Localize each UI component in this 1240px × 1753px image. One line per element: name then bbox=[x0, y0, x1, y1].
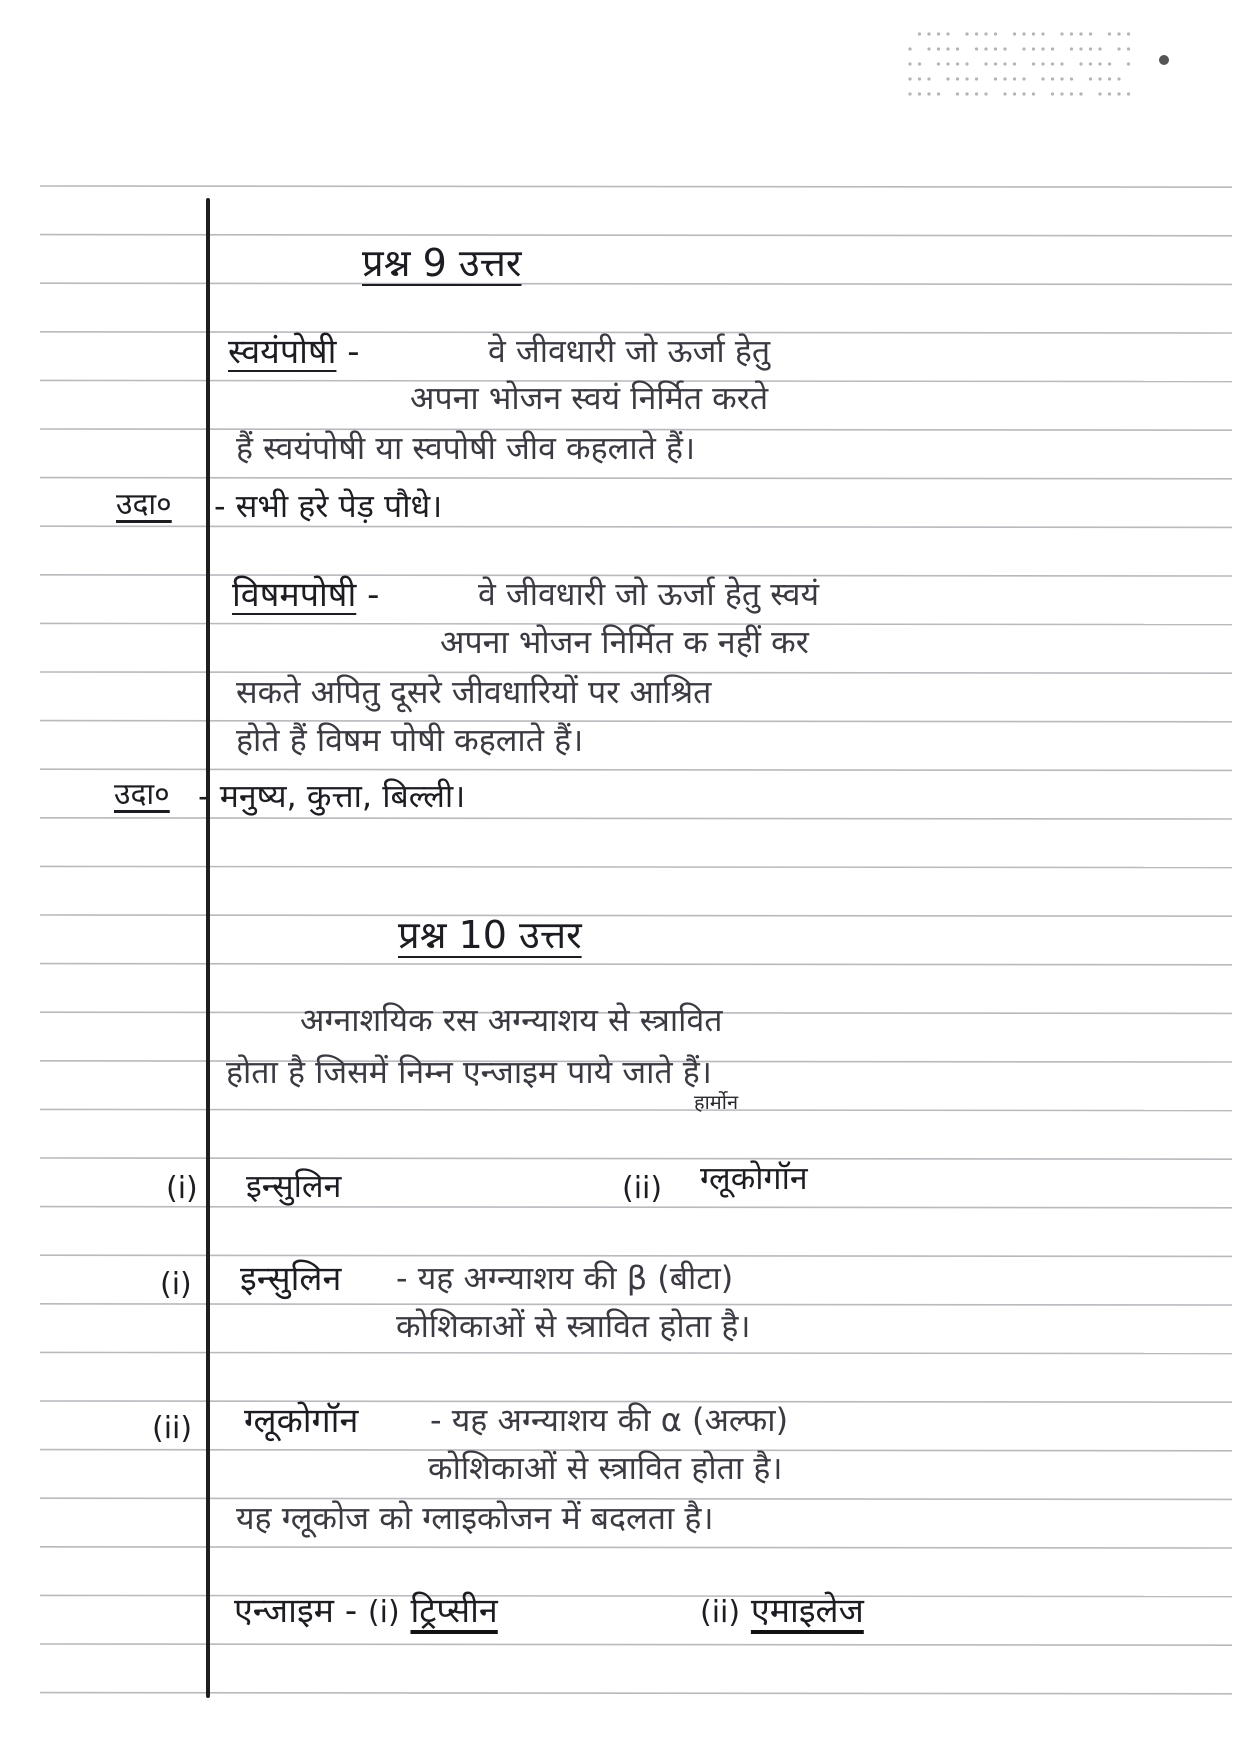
ruled-line bbox=[40, 478, 1232, 479]
list-item-2-number: (ii) bbox=[622, 1171, 663, 1206]
autotroph-example-label: उदा० bbox=[116, 487, 172, 522]
heterotroph-example: - मनुष्य, कुत्ता, बिल्ली। bbox=[198, 777, 466, 815]
ruled-line bbox=[40, 915, 1232, 916]
speckle-dot bbox=[1108, 92, 1111, 95]
speckle-dot bbox=[956, 62, 959, 65]
speckle-dot bbox=[1041, 62, 1044, 65]
speckle-dot bbox=[908, 92, 911, 95]
speckle-dot bbox=[1051, 47, 1054, 50]
speckle-dot bbox=[1032, 92, 1035, 95]
speckle-dot bbox=[908, 62, 911, 65]
speckle-dot bbox=[975, 77, 978, 80]
speckle-dot bbox=[1003, 77, 1006, 80]
speckle-dot bbox=[1041, 77, 1044, 80]
ruled-line bbox=[40, 283, 1232, 284]
speckle-dot bbox=[927, 32, 930, 35]
enzymes-row-2 bbox=[700, 1591, 864, 1631]
speckle-dot bbox=[937, 92, 940, 95]
speckle-dot bbox=[975, 92, 978, 95]
autotroph-line-3: हैं स्वयंपोषी या स्वपोषी जीव कहलाते हैं। bbox=[236, 429, 696, 467]
speckle-dot bbox=[994, 77, 997, 80]
q10-intro-note: हार्मोन bbox=[694, 1090, 739, 1114]
heterotroph-term-row bbox=[232, 575, 380, 615]
ruled-line bbox=[40, 1207, 1232, 1208]
speckle-dot bbox=[1041, 47, 1044, 50]
heterotroph-line-1: वे जीवधारी जो ऊर्जा हेतु स्वयं bbox=[478, 575, 820, 613]
insulin-term: इन्सुलिन bbox=[240, 1259, 342, 1299]
list-item-2-text: ग्लूकोगॉन bbox=[700, 1159, 808, 1197]
speckle-dot bbox=[1032, 47, 1035, 50]
speckle-dot bbox=[1003, 62, 1006, 65]
speckle-dot bbox=[1013, 92, 1016, 95]
enzyme-2: एमाइलेज bbox=[750, 1591, 864, 1631]
speckle-dot bbox=[937, 32, 940, 35]
enzyme-2-number: (ii) bbox=[700, 1595, 741, 1630]
speckle-dot bbox=[1032, 32, 1035, 35]
speckle-dot bbox=[1013, 62, 1016, 65]
ruled-line bbox=[40, 1255, 1232, 1256]
speckle-dot bbox=[1098, 92, 1101, 95]
speckle-dot bbox=[994, 32, 997, 35]
enzyme-1: ट्रिप्सीन bbox=[410, 1591, 498, 1631]
insulin-number: (i) bbox=[160, 1267, 192, 1302]
speckle-dot bbox=[1079, 92, 1082, 95]
ruled-line bbox=[40, 1693, 1232, 1694]
speckle-dot bbox=[984, 32, 987, 35]
enzymes-dash: - bbox=[344, 1591, 358, 1631]
speckle-dot bbox=[1022, 47, 1025, 50]
margin-line bbox=[206, 198, 210, 1698]
speckle-dot bbox=[965, 92, 968, 95]
glucagon-line-2: कोशिकाओं से स्त्रावित होता है। bbox=[428, 1449, 783, 1487]
speckle-dot bbox=[984, 92, 987, 95]
speckle-dot bbox=[984, 47, 987, 50]
page-number-dots bbox=[900, 24, 1180, 110]
heterotroph-line-4: होते हैं विषम पोषी कहलाते हैं। bbox=[236, 721, 584, 759]
ruled-line bbox=[40, 721, 1232, 722]
ruled-line bbox=[40, 964, 1232, 965]
speckle-dot bbox=[918, 92, 921, 95]
speckle-dot bbox=[975, 47, 978, 50]
autotroph-line-1: वे जीवधारी जो ऊर्जा हेतु bbox=[488, 332, 771, 370]
speckle-dot bbox=[1079, 32, 1082, 35]
speckle-dot bbox=[918, 77, 921, 80]
autotroph-dash: - bbox=[347, 332, 360, 372]
speckle-dot bbox=[1117, 32, 1120, 35]
speckle-dot bbox=[994, 62, 997, 65]
ruled-line bbox=[40, 769, 1232, 770]
speckle-dot bbox=[1089, 32, 1092, 35]
speckle-dot bbox=[1117, 77, 1120, 80]
speckle-dot bbox=[1003, 47, 1006, 50]
speckle-dot bbox=[1079, 47, 1082, 50]
autotroph-line-2: अपना भोजन स्वयं निर्मित करते bbox=[410, 379, 769, 417]
speckle-dot bbox=[908, 77, 911, 80]
enzymes-row bbox=[234, 1591, 498, 1631]
speckle-dot bbox=[1127, 62, 1130, 65]
ruled-line bbox=[40, 1547, 1232, 1548]
speckle-dot bbox=[908, 47, 911, 50]
heterotroph-line-2: अपना भोजन निर्मित क नहीं कर bbox=[440, 623, 809, 661]
speckle-dot bbox=[1060, 92, 1063, 95]
speckle-dot bbox=[1022, 32, 1025, 35]
insulin-line-1: - यह अग्न्याशय की β (बीटा) bbox=[396, 1259, 734, 1297]
speckle-dot bbox=[1060, 77, 1063, 80]
heterotroph-line-3: सकते अपितु दूसरे जीवधारियों पर आश्रित bbox=[236, 673, 712, 711]
speckle-dot bbox=[1098, 62, 1101, 65]
speckle-dot bbox=[1127, 47, 1130, 50]
speckle-dot bbox=[1108, 62, 1111, 65]
speckle-dot bbox=[1041, 32, 1044, 35]
speckle-dot bbox=[1127, 92, 1130, 95]
speckle-dot bbox=[965, 32, 968, 35]
heterotroph-example-label: उदा० bbox=[114, 777, 170, 812]
speckle-dot bbox=[1022, 77, 1025, 80]
ruled-line bbox=[40, 235, 1232, 236]
ruled-line bbox=[40, 1158, 1232, 1159]
speckle-dot bbox=[1098, 77, 1101, 80]
speckle-dot bbox=[946, 77, 949, 80]
speckle-dot bbox=[1117, 47, 1120, 50]
speckle-dot bbox=[956, 77, 959, 80]
speckle-dot bbox=[1108, 32, 1111, 35]
speckle-dot bbox=[1003, 92, 1006, 95]
autotroph-term-row bbox=[228, 332, 360, 372]
q10-heading: प्रश्न 10 उत्तर bbox=[398, 913, 582, 957]
enzyme-1-number: (i) bbox=[367, 1595, 400, 1630]
autotroph-term: स्वयंपोषी bbox=[228, 332, 337, 372]
speckle-dot bbox=[1060, 32, 1063, 35]
speckle-dot bbox=[1051, 62, 1054, 65]
speckle-dot bbox=[1070, 47, 1073, 50]
speckle-dot bbox=[1022, 92, 1025, 95]
speckle-dot bbox=[937, 62, 940, 65]
ruled-line bbox=[40, 526, 1232, 527]
speckle-dot bbox=[918, 62, 921, 65]
speckle-dot bbox=[1089, 47, 1092, 50]
speckle-dot bbox=[1070, 77, 1073, 80]
speckle-dot bbox=[1051, 92, 1054, 95]
speckle-dot bbox=[1070, 32, 1073, 35]
insulin-line-2: कोशिकाओं से स्त्रावित होता है। bbox=[396, 1307, 751, 1345]
speckle-dot bbox=[1070, 92, 1073, 95]
speckle-dot bbox=[927, 77, 930, 80]
ruled-line bbox=[40, 1109, 1232, 1110]
ruled-line bbox=[40, 1304, 1232, 1305]
glucagon-line-1: - यह अग्न्याशय की α (अल्फा) bbox=[430, 1401, 789, 1439]
heterotroph-dash: - bbox=[367, 575, 380, 615]
speckle-dot bbox=[1051, 77, 1054, 80]
ruled-line bbox=[40, 186, 1232, 187]
speckle-dot bbox=[1079, 62, 1082, 65]
ruled-line bbox=[40, 1352, 1232, 1353]
speckle-dot bbox=[927, 47, 930, 50]
list-item-1-number: (i) bbox=[166, 1171, 198, 1206]
speckle-dot bbox=[918, 32, 921, 35]
q9-heading: प्रश्न 9 उत्तर bbox=[362, 241, 522, 285]
speckle-dot bbox=[956, 47, 959, 50]
speckle-dot bbox=[1098, 47, 1101, 50]
list-item-1-text: इन्सुलिन bbox=[246, 1167, 342, 1205]
speckle-dot bbox=[946, 47, 949, 50]
speckle-dot bbox=[1089, 62, 1092, 65]
speckle-dot bbox=[994, 47, 997, 50]
speckle-dot bbox=[1127, 32, 1130, 35]
speckle-dot bbox=[1108, 77, 1111, 80]
q10-intro-line-2: होता है जिसमें निम्न एन्जाइम पाये जाते हैं। bbox=[226, 1053, 712, 1091]
speckle-dot bbox=[1117, 92, 1120, 95]
ruled-line bbox=[40, 866, 1232, 867]
glucagon-number: (ii) bbox=[152, 1411, 193, 1446]
speckle-dot bbox=[1013, 32, 1016, 35]
speckle-dot bbox=[937, 47, 940, 50]
q10-intro-line-1: अग्नाशयिक रस अग्न्याशय से स्त्रावित bbox=[300, 1001, 723, 1039]
autotroph-example: - सभी हरे पेड़ पौधे। bbox=[214, 487, 443, 525]
speckle-dot bbox=[965, 62, 968, 65]
speckle-dot bbox=[1060, 62, 1063, 65]
speckle-dot bbox=[1089, 77, 1092, 80]
speckle-dot bbox=[1032, 62, 1035, 65]
glucagon-line-3: यह ग्लूकोज को ग्लाइकोजन में बदलता है। bbox=[236, 1499, 714, 1537]
speckle-dot bbox=[975, 32, 978, 35]
ruled-line bbox=[40, 818, 1232, 819]
heterotroph-term: विषमपोषी bbox=[232, 575, 357, 615]
ruled-line bbox=[40, 1595, 1232, 1596]
speckle-dot bbox=[965, 77, 968, 80]
ruled-line bbox=[40, 1644, 1232, 1645]
glucagon-term: ग्लूकोगॉन bbox=[244, 1401, 359, 1441]
speckle-dot bbox=[946, 62, 949, 65]
speckle-dot bbox=[956, 92, 959, 95]
speckle-dot bbox=[984, 62, 987, 65]
speckle-dot bbox=[946, 32, 949, 35]
enzymes-term: एन्जाइम bbox=[234, 1591, 334, 1631]
speckle-dot bbox=[1013, 77, 1016, 80]
speckle-dot bbox=[927, 92, 930, 95]
